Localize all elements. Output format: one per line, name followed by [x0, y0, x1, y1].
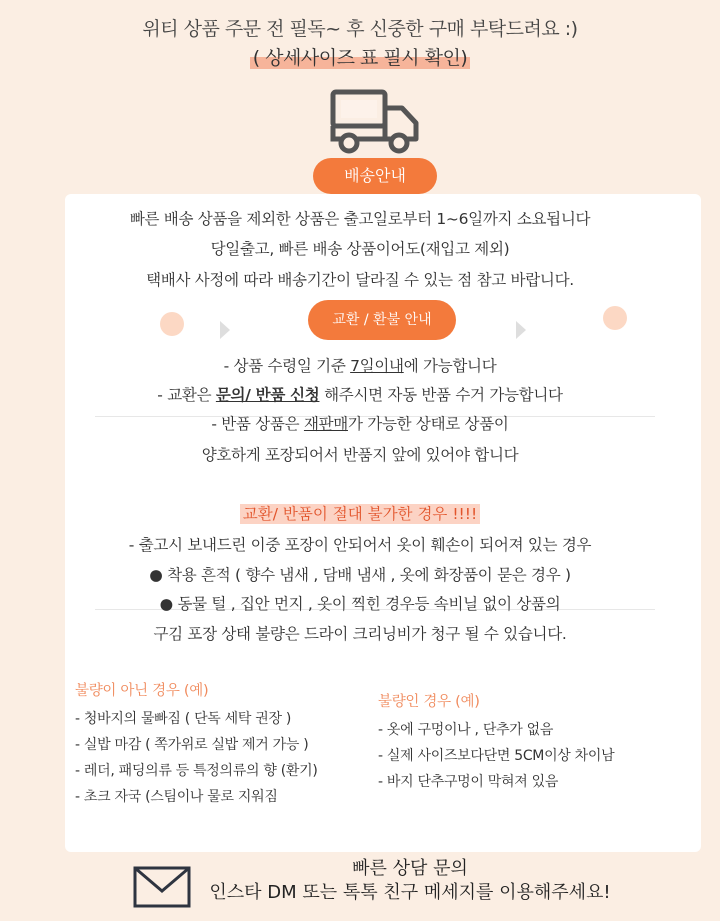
truck-icon [330, 89, 422, 155]
notice-header [0, 14, 720, 70]
exchange-line-2: - 교환은 문의/ 반품 신청 해주시면 자동 반품 수거 가능합니다 [157, 386, 563, 404]
decor-arrow-right-icon [516, 321, 526, 339]
defect-title: 불량인 경우 (예) [378, 694, 480, 710]
delivery-line-2: 당일출고, 빠른 배송 상품이어도(재입고 제외) [210, 240, 510, 258]
list-item: - 레더, 패딩의류 등 특정의류의 향 (환기) [75, 763, 318, 779]
decor-dot-left [160, 312, 184, 336]
exchange-line-4: 양호하게 포장되어서 반품지 앞에 있어야 합니다 [201, 446, 519, 464]
footer-line-2: 인스타 DM 또는 톡톡 친구 메세지를 이용해주세요! [209, 882, 611, 903]
list-item: - 바지 단추구멍이 막혀져 있음 [378, 774, 559, 790]
delivery-line-3: 택배사 사정에 따라 배송기간이 달라질 수 있는 점 참고 바랍니다. [146, 271, 574, 289]
decor-arrow-left-icon [220, 321, 230, 339]
contact-footer [200, 857, 620, 905]
not-defect-list [75, 679, 318, 810]
warning-line-1: - 출고시 보내드린 이중 포장이 안되어서 옷이 훼손이 되어져 있는 경우 [128, 536, 592, 554]
decor-dot-right [603, 306, 627, 330]
list-item: - 초크 자국 (스팀이나 물로 지워짐 [75, 789, 278, 805]
header-line-2: ( 상세사이즈 표 필시 확인) [250, 47, 471, 69]
list-item: - 옷에 구멍이나 , 단추가 없음 [378, 722, 554, 738]
list-item: - 실제 사이즈보다단면 5CM이상 차이남 [378, 748, 615, 764]
warning-line-3: ● 동물 털 , 집안 먼지 , 옷이 찍힌 경우등 속비닐 없이 상품의 [159, 595, 561, 613]
footer-line-1: 빠른 상담 문의 [352, 858, 468, 879]
list-item: - 실밥 마감 ( 쪽가위로 실밥 제거 가능 ) [75, 737, 309, 753]
list-item: - 청바지의 물빠짐 ( 단독 세탁 권장 ) [75, 711, 292, 727]
header-line-1: 위티 상품 주문 전 필독~ 후 신중한 구매 부탁드려요 :) [142, 18, 578, 40]
warning-line-4: 구김 포장 상태 불량은 드라이 크리닝비가 청구 될 수 있습니다. [153, 625, 567, 643]
exchange-badge: 교환 / 환불 안내 [308, 300, 456, 340]
delivery-badge: 배송안내 [313, 158, 437, 194]
defect-list [378, 690, 614, 795]
warning-line-2: ● 착용 흔적 ( 향수 냄새 , 담배 냄새 , 옷에 화장품이 묻은 경우 ) [149, 566, 571, 584]
delivery-line-1: 빠른 배송 상품을 제외한 상품은 출고일로부터 1~6일까지 소요됩니다 [129, 210, 591, 228]
not-defect-title: 불량이 아닌 경우 (예) [75, 683, 209, 699]
warning-title: 교환/ 반품이 절대 불가한 경우 !!!! [0, 502, 720, 524]
exchange-line-1: - 상품 수령일 기준 7일이내에 가능합니다 [223, 357, 497, 375]
envelope-icon [133, 866, 191, 908]
exchange-line-3: - 반품 상품은 재판매가 가능한 상태로 상품이 [211, 415, 509, 433]
